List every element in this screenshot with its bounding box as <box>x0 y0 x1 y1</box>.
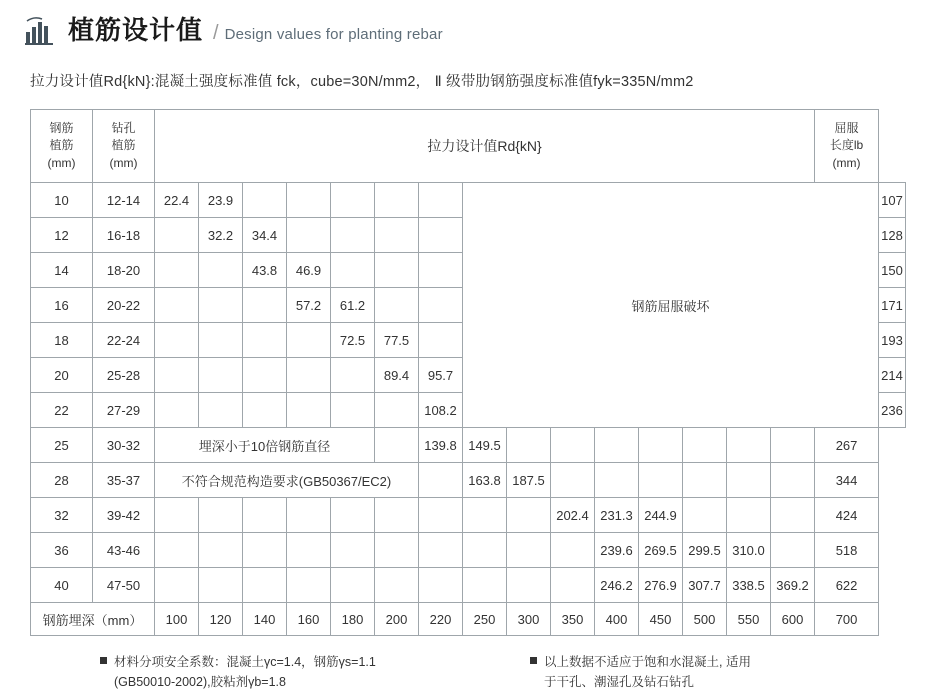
cell-value <box>199 498 243 533</box>
rebar-design-table <box>30 109 906 636</box>
cell-value <box>331 183 375 218</box>
cell-value <box>331 498 375 533</box>
cell-lb: 518 <box>815 533 879 568</box>
cell-value <box>507 498 551 533</box>
cell-value <box>199 253 243 288</box>
depth-value: 700 <box>815 603 879 636</box>
cell-value <box>199 393 243 428</box>
cell-lb: 107 <box>879 183 906 218</box>
cell-rebar: 40 <box>31 568 93 603</box>
cell-rebar: 18 <box>31 323 93 358</box>
header-rebar-line2: 植筋 <box>49 138 74 153</box>
cell-value <box>243 568 287 603</box>
cell-value <box>287 183 331 218</box>
table-row <box>31 183 906 218</box>
cell-value: 46.9 <box>287 253 331 288</box>
cell-value <box>243 498 287 533</box>
depth-value: 350 <box>551 603 595 636</box>
cell-value <box>155 358 199 393</box>
cell-hole: 16-18 <box>93 218 155 253</box>
cell-value <box>331 393 375 428</box>
footnote-right-line1: 以上数据不适应于饱和水混凝土, 适用 <box>544 655 751 669</box>
cell-value <box>683 428 727 463</box>
annotation-shallow-depth: 埋深小于10倍钢筋直径 <box>155 428 375 463</box>
depth-value: 400 <box>595 603 639 636</box>
cell-rebar: 28 <box>31 463 93 498</box>
cell-value: 61.2 <box>331 288 375 323</box>
cell-hole: 39-42 <box>93 498 155 533</box>
cell-rebar: 25 <box>31 428 93 463</box>
rebar-table-wrapper <box>30 109 906 636</box>
cell-hole: 20-22 <box>93 288 155 323</box>
cell-value <box>287 568 331 603</box>
footnote-left <box>100 652 530 692</box>
depth-value: 160 <box>287 603 331 636</box>
cell-value <box>727 428 771 463</box>
page-title <box>68 17 443 45</box>
cell-lb: 267 <box>815 428 879 463</box>
cell-value: 310.0 <box>727 533 771 568</box>
annotation-non-compliant: 不符合规范构造要求(GB50367/EC2) <box>155 463 419 498</box>
cell-value <box>375 498 419 533</box>
cell-value: 72.5 <box>331 323 375 358</box>
cell-value <box>199 568 243 603</box>
cell-value <box>243 183 287 218</box>
cell-value <box>199 323 243 358</box>
table-row <box>31 428 906 463</box>
header-row <box>31 110 906 183</box>
cell-value <box>243 358 287 393</box>
cell-value <box>199 288 243 323</box>
cell-value <box>419 498 463 533</box>
cell-hole: 25-28 <box>93 358 155 393</box>
cell-rebar: 36 <box>31 533 93 568</box>
cell-lb: 424 <box>815 498 879 533</box>
cell-value: 163.8 <box>463 463 507 498</box>
cell-lb: 171 <box>879 288 906 323</box>
cell-value: 89.4 <box>375 358 419 393</box>
cell-hole: 18-20 <box>93 253 155 288</box>
table-head <box>31 110 906 183</box>
cell-lb: 344 <box>815 463 879 498</box>
embedment-depth-label: 钢筋埋深（mm） <box>31 603 155 636</box>
depth-value: 200 <box>375 603 419 636</box>
cell-value <box>551 568 595 603</box>
cell-value <box>507 568 551 603</box>
header-rebar-diameter <box>31 110 93 183</box>
cell-value: 239.6 <box>595 533 639 568</box>
footnotes <box>0 652 936 692</box>
cell-hole: 22-24 <box>93 323 155 358</box>
cell-hole: 35-37 <box>93 463 155 498</box>
depth-value: 450 <box>639 603 683 636</box>
cell-value <box>199 358 243 393</box>
footnote-right-lines <box>544 652 751 692</box>
header-lb-line2: 长度lb <box>829 138 864 153</box>
depth-value: 300 <box>507 603 551 636</box>
cell-value <box>595 428 639 463</box>
embedment-depth-row <box>31 603 906 636</box>
cell-value <box>419 183 463 218</box>
cell-value <box>419 323 463 358</box>
cell-lb: 236 <box>879 393 906 428</box>
cell-value: 95.7 <box>419 358 463 393</box>
cell-value <box>771 428 815 463</box>
cell-value: 77.5 <box>375 323 419 358</box>
cell-value <box>639 463 683 498</box>
cell-rebar: 20 <box>31 358 93 393</box>
cell-value <box>331 568 375 603</box>
header-hole-line2: 植筋 <box>111 138 136 153</box>
cell-value <box>375 288 419 323</box>
cell-value <box>155 568 199 603</box>
cell-value <box>551 533 595 568</box>
cell-value: 57.2 <box>287 288 331 323</box>
cell-rebar: 10 <box>31 183 93 218</box>
cell-value <box>507 533 551 568</box>
cell-value <box>331 218 375 253</box>
depth-value: 100 <box>155 603 199 636</box>
cell-value <box>507 428 551 463</box>
depth-value: 120 <box>199 603 243 636</box>
cell-value <box>727 463 771 498</box>
square-bullet-icon <box>530 657 537 664</box>
cell-value <box>595 463 639 498</box>
cell-value <box>375 428 419 463</box>
header-rebar-unit: (mm) <box>47 155 76 170</box>
cell-value <box>419 568 463 603</box>
depth-value: 180 <box>331 603 375 636</box>
footnote-right <box>530 652 751 692</box>
header-lb-line1: 屈服 <box>834 120 859 135</box>
cell-value <box>199 533 243 568</box>
cell-value <box>155 218 199 253</box>
table-row <box>31 533 906 568</box>
header-hole-line1: 钻孔 <box>111 120 136 135</box>
cell-hole: 12-14 <box>93 183 155 218</box>
cell-value <box>419 253 463 288</box>
cell-lb: 128 <box>879 218 906 253</box>
depth-value: 600 <box>771 603 815 636</box>
cell-value: 139.8 <box>419 428 463 463</box>
header-hole-unit: (mm) <box>109 155 138 170</box>
cell-value: 108.2 <box>419 393 463 428</box>
cell-value <box>243 323 287 358</box>
cell-value <box>375 568 419 603</box>
cell-value: 34.4 <box>243 218 287 253</box>
cell-value: 187.5 <box>507 463 551 498</box>
cell-value <box>463 533 507 568</box>
cell-value: 307.7 <box>683 568 727 603</box>
cell-value <box>243 393 287 428</box>
cell-value: 338.5 <box>727 568 771 603</box>
header-rebar-line1: 钢筋 <box>49 120 74 135</box>
cell-value <box>287 393 331 428</box>
cell-value <box>419 463 463 498</box>
cell-value <box>727 498 771 533</box>
cell-hole: 27-29 <box>93 393 155 428</box>
cell-value <box>155 253 199 288</box>
cell-value <box>375 533 419 568</box>
cell-lb: 214 <box>879 358 906 393</box>
header-lb-unit: (mm) <box>832 155 861 170</box>
cell-value: 32.2 <box>199 218 243 253</box>
header-tension-design-value: 拉力设计值Rd{kN} <box>155 110 815 183</box>
cell-value <box>683 463 727 498</box>
cell-value <box>771 533 815 568</box>
cell-value <box>463 568 507 603</box>
cell-value: 231.3 <box>595 498 639 533</box>
cell-lb: 150 <box>879 253 906 288</box>
cell-value <box>155 393 199 428</box>
cell-value: 244.9 <box>639 498 683 533</box>
cell-rebar: 12 <box>31 218 93 253</box>
cell-value <box>463 498 507 533</box>
cell-value <box>155 533 199 568</box>
cell-value <box>331 253 375 288</box>
cell-value <box>551 463 595 498</box>
cell-rebar: 22 <box>31 393 93 428</box>
cell-value <box>243 288 287 323</box>
cell-value: 43.8 <box>243 253 287 288</box>
subtitle-text: 拉力设计值Rd{kN}:混凝土强度标准值 fck，cube=30N/mm2， Ⅱ 级带肋钢筋强度标准值fyk=335N/mm2 <box>30 74 694 90</box>
cell-value: 23.9 <box>199 183 243 218</box>
cell-hole: 43-46 <box>93 533 155 568</box>
footnote-left-lines <box>114 652 376 692</box>
table-row <box>31 568 906 603</box>
cell-value <box>419 533 463 568</box>
cell-lb: 622 <box>815 568 879 603</box>
cell-value <box>375 253 419 288</box>
cell-value: 299.5 <box>683 533 727 568</box>
header-hole-diameter <box>93 110 155 183</box>
cell-hole: 47-50 <box>93 568 155 603</box>
cell-value <box>683 498 727 533</box>
cell-value <box>155 498 199 533</box>
title-separator: / <box>213 22 219 44</box>
cell-value <box>155 288 199 323</box>
chart-bars-icon <box>22 14 56 48</box>
cell-value <box>331 533 375 568</box>
page-header <box>0 0 936 48</box>
cell-value <box>639 428 683 463</box>
depth-value: 140 <box>243 603 287 636</box>
cell-value <box>551 428 595 463</box>
cell-value <box>375 393 419 428</box>
title-cn: 植筋设计值 <box>68 15 204 45</box>
table-row <box>31 463 906 498</box>
cell-rebar: 16 <box>31 288 93 323</box>
square-bullet-icon <box>100 657 107 664</box>
title-en: Design values for planting rebar <box>224 26 443 43</box>
cell-value: 202.4 <box>551 498 595 533</box>
cell-value <box>375 183 419 218</box>
cell-value: 369.2 <box>771 568 815 603</box>
cell-value: 246.2 <box>595 568 639 603</box>
depth-value: 250 <box>463 603 507 636</box>
cell-value: 22.4 <box>155 183 199 218</box>
cell-value <box>155 323 199 358</box>
footnote-left-line1: 材料分项安全系数：混凝土γc=1.4，钢筋γs=1.1 <box>114 655 376 669</box>
cell-value <box>375 218 419 253</box>
depth-value: 500 <box>683 603 727 636</box>
cell-value <box>287 498 331 533</box>
cell-value <box>331 358 375 393</box>
depth-value: 550 <box>727 603 771 636</box>
cell-rebar: 14 <box>31 253 93 288</box>
cell-lb: 193 <box>879 323 906 358</box>
cell-value <box>771 463 815 498</box>
cell-value: 276.9 <box>639 568 683 603</box>
table-body <box>31 183 906 636</box>
cell-value: 149.5 <box>463 428 507 463</box>
cell-value <box>419 288 463 323</box>
cell-rebar: 32 <box>31 498 93 533</box>
footnote-left-line2: (GB50010-2002),胶粘剂γb=1.8 <box>114 675 286 689</box>
header-yield-length <box>815 110 879 183</box>
cell-value <box>419 218 463 253</box>
cell-value <box>287 323 331 358</box>
cell-value <box>243 533 287 568</box>
cell-value <box>287 218 331 253</box>
footnote-right-line2: 于干孔、潮湿孔及钻石钻孔 <box>544 675 695 689</box>
cell-value <box>771 498 815 533</box>
cell-value <box>287 533 331 568</box>
table-row <box>31 498 906 533</box>
cell-value: 269.5 <box>639 533 683 568</box>
annotation-yield-failure: 钢筋屈服破坏 <box>463 183 879 428</box>
depth-value: 220 <box>419 603 463 636</box>
cell-hole: 30-32 <box>93 428 155 463</box>
cell-value <box>287 358 331 393</box>
